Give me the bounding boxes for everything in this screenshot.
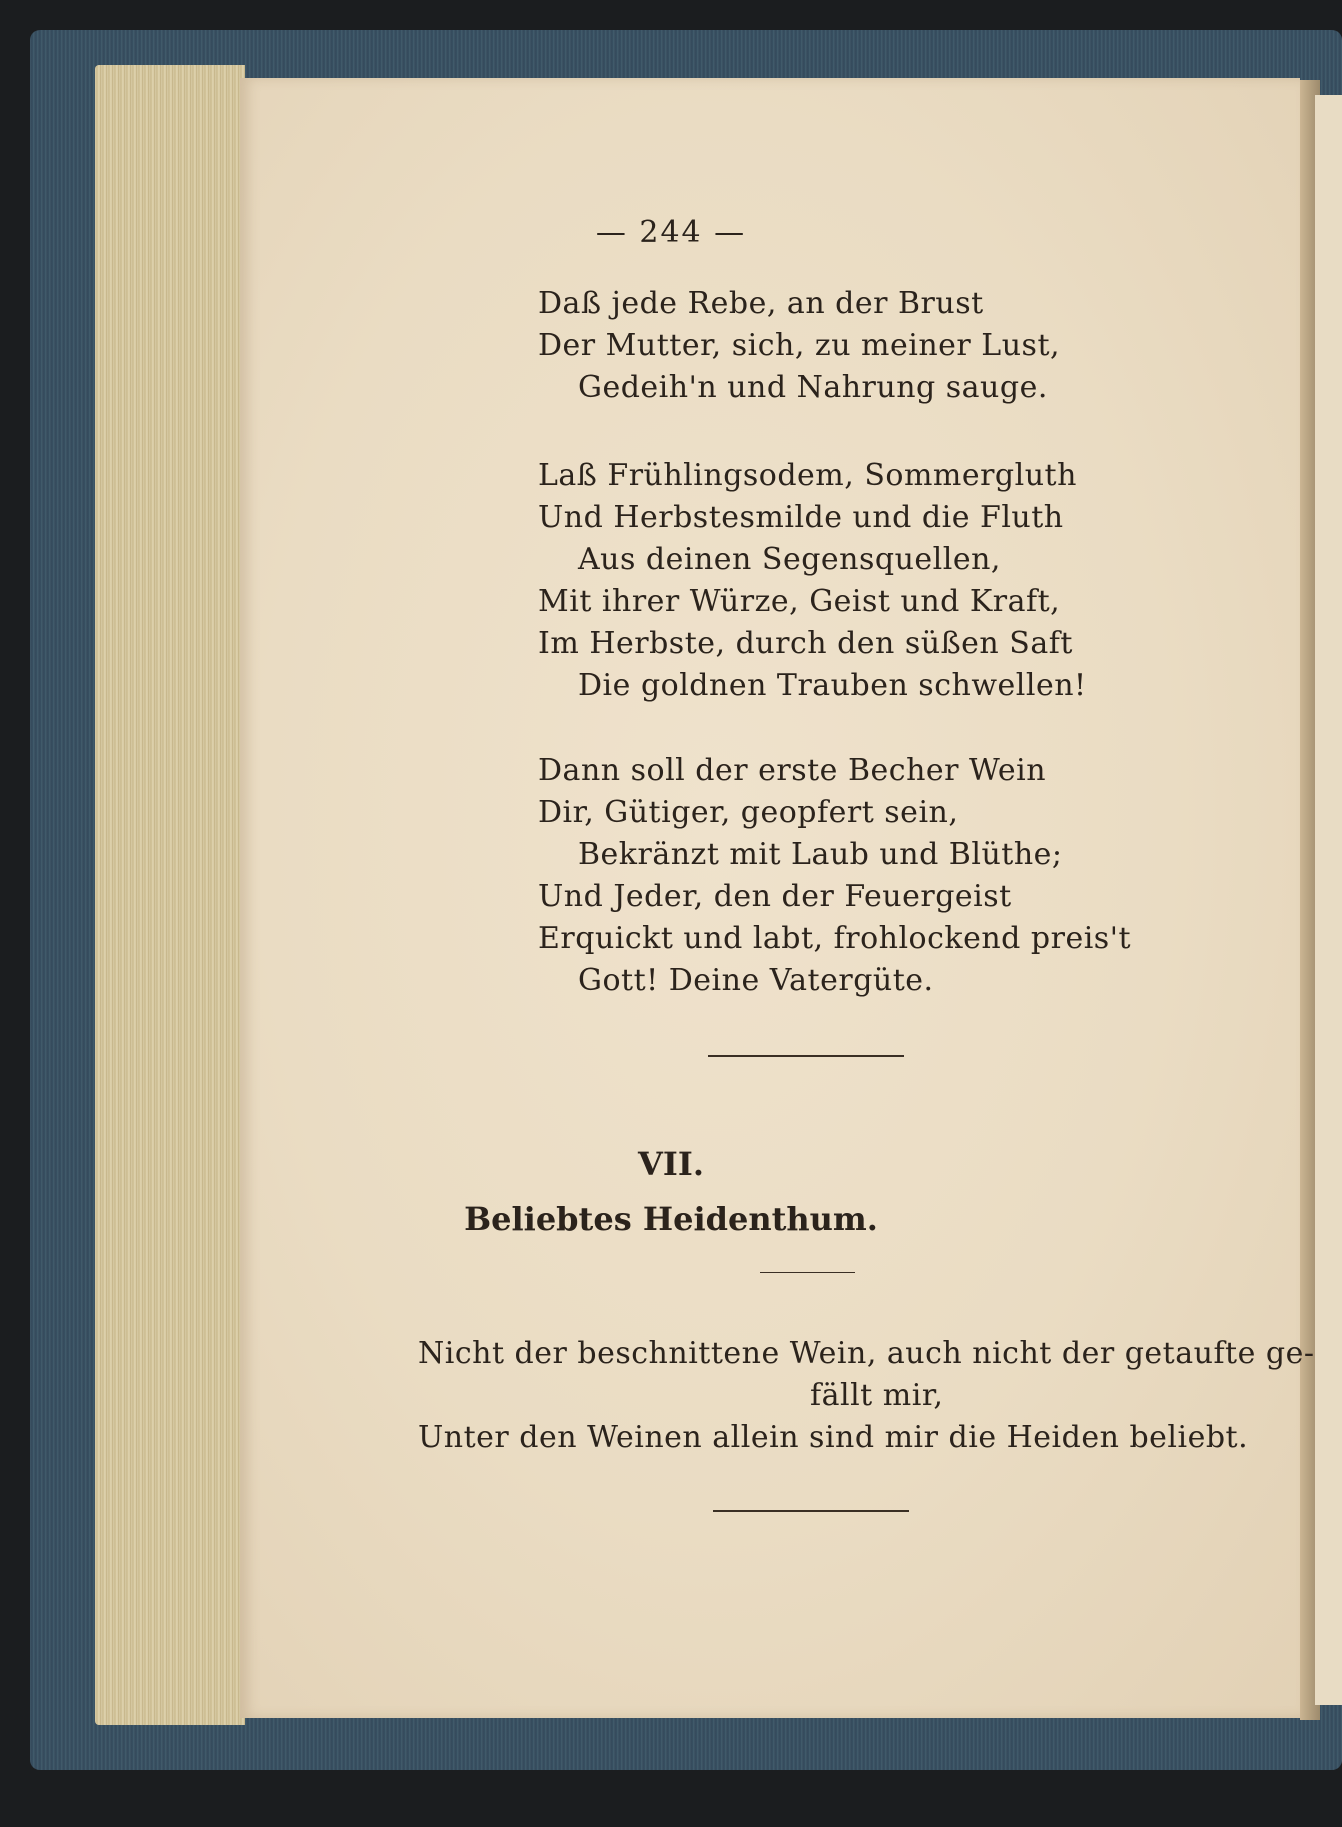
- verse-line: Dir, Gütiger, geopfert sein,: [538, 795, 959, 830]
- verse-line: Und Jeder, den der Feuergeist: [538, 879, 1012, 914]
- title-divider: [760, 1272, 855, 1273]
- verse-line: Laß Frühlingsodem, Sommergluth: [538, 458, 1077, 493]
- page-number: — 244 —: [595, 215, 747, 250]
- verse-line: Die goldnen Trauben schwellen!: [578, 668, 1087, 703]
- verse-line: Im Herbste, durch den süßen Saft: [538, 626, 1073, 661]
- epigram-line: Unter den Weinen allein sind mir die Heiden beliebt.: [418, 1420, 1249, 1455]
- facing-page-edge: [1315, 95, 1342, 1705]
- section-divider: [708, 1055, 904, 1057]
- verse-line: Dann soll der erste Becher Wein: [538, 753, 1047, 788]
- closing-divider: [713, 1510, 909, 1512]
- verse-line: Daß jede Rebe, an der Brust: [538, 286, 984, 321]
- verse-line: Aus deinen Segensquellen,: [578, 542, 1001, 577]
- verse-line: Und Herbstesmilde und die Fluth: [538, 500, 1064, 535]
- verse-line: Gedeih'n und Nahrung sauge.: [578, 370, 1048, 405]
- verse-line: Bekränzt mit Laub und Blüthe;: [578, 837, 1063, 872]
- section-number: VII.: [638, 1145, 704, 1183]
- verse-line: Mit ihrer Würze, Geist und Kraft,: [538, 584, 1061, 619]
- section-title: Beliebtes Heidenthum.: [464, 1200, 878, 1238]
- epigram-line: Nicht der beschnittene Wein, auch nicht der getaufte ge-: [418, 1336, 1315, 1371]
- page-edges: [95, 65, 245, 1725]
- verse-line: Erquickt und labt, frohlockend preis't: [538, 921, 1131, 956]
- verse-line: Der Mutter, sich, zu meiner Lust,: [538, 328, 1061, 363]
- verse-line: Gott! Deine Vatergüte.: [578, 963, 934, 998]
- epigram-line: fällt mir,: [810, 1378, 944, 1413]
